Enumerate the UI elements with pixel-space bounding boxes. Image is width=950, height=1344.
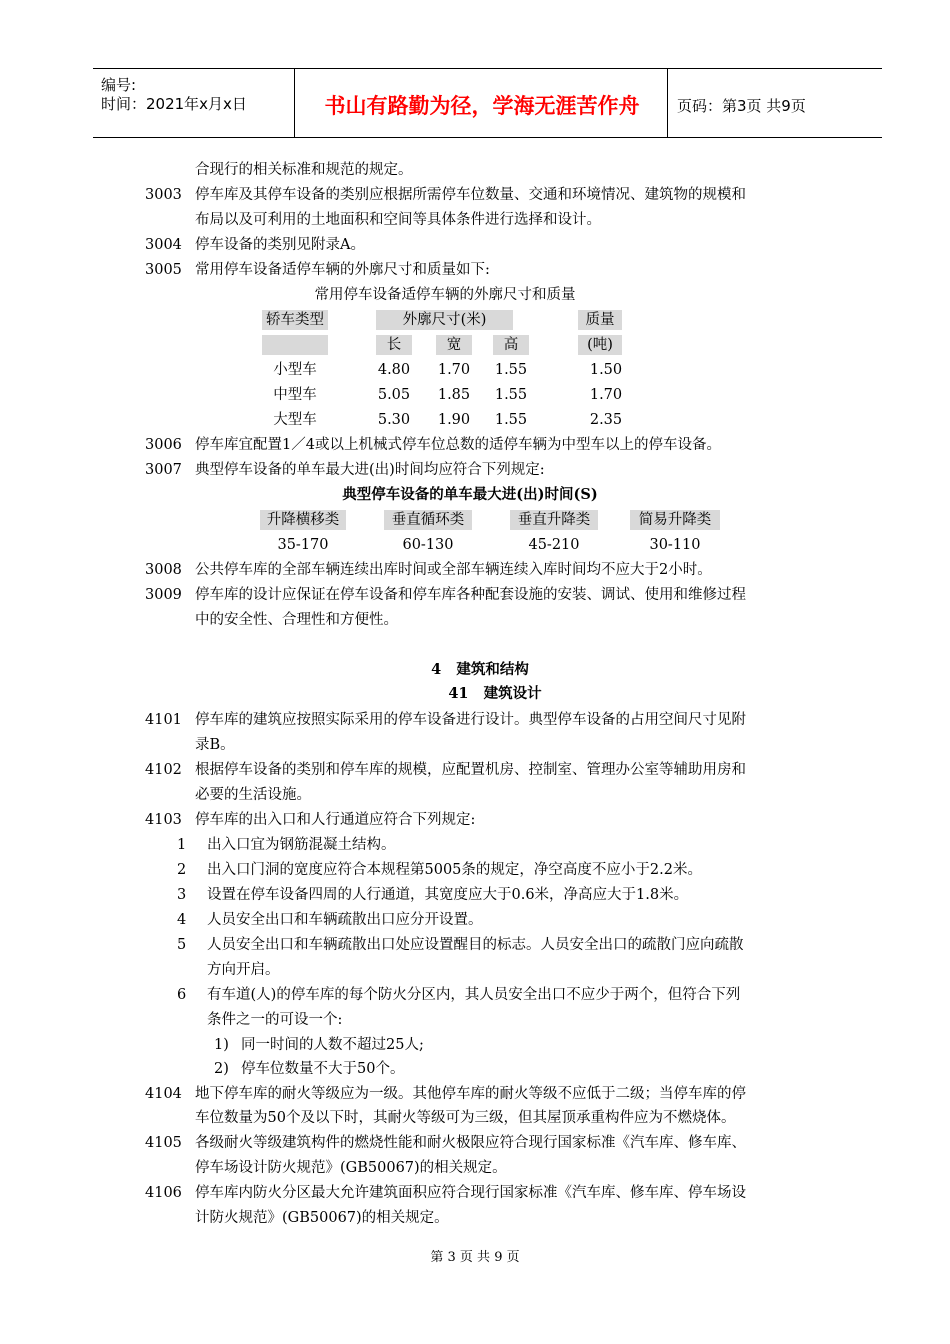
table-cell: 1.55 [494,362,528,378]
table-header-cell: (吨) [578,335,622,355]
document-number-label: 编号: [101,76,137,94]
paragraph-line: 根据停车设备的类别和停车库的规模，应配置机房、控制室、管理办公室等辅助用房和 [195,762,746,778]
clause-number: 3006 [145,437,182,453]
header-motto: 书山有路勤为径，学海无涯苦作舟 [324,94,640,118]
list-item-number: 1 [177,837,187,853]
table-cell: 1.55 [494,387,528,403]
paragraph-line: 各级耐火等级建筑构件的燃烧性能和耐火极限应符合现行国家标准《汽车库、修车库、 [195,1135,746,1151]
document-time-label: 时间：2021年x月x日 [101,95,247,113]
list-item-number: 5 [177,937,187,953]
sub-item-number: 1) [214,1037,229,1053]
page-indicator: 页码：第3页 共9页 [677,97,806,115]
table-cell: 4.80 [377,362,411,378]
clause-number: 4105 [145,1135,182,1151]
table-cell: 大型车 [273,412,317,428]
clause-number: 3005 [145,262,182,278]
table-title: 典型停车设备的单车最大进(出)时间(S) [342,486,598,503]
table-cell: 60-130 [402,537,454,553]
paragraph-line: 录B。 [195,737,235,753]
page-header [93,68,882,138]
table-cell: 2.35 [589,412,623,428]
table-cell: 1.70 [589,387,623,403]
paragraph-line: 停车库的建筑应按照实际采用的停车设备进行设计。典型停车设备的占用空间尺寸见附 [195,712,746,728]
table-cell: 小型车 [273,362,317,378]
list-item-number: 6 [177,987,187,1003]
clause-number: 3007 [145,462,182,478]
clause-number: 3009 [145,587,182,603]
paragraph-line: 停车库的出入口和人行通道应符合下列规定: [195,812,476,828]
list-item: 方向开启。 [207,962,280,978]
list-item: 设置在停车设备四周的人行通道，其宽度应大于0.6米，净高应大于1.8米。 [207,887,689,903]
list-item-number: 2 [177,862,187,878]
paragraph-line: 停车库内防火分区最大允许建筑面积应符合现行国家标准《汽车库、修车库、停车场设 [195,1185,746,1201]
clause-number: 3004 [145,237,182,253]
paragraph-line: 常用停车设备适停车辆的外廓尺寸和质量如下: [195,262,490,278]
paragraph-line: 地下停车库的耐火等级应为一级。其他停车库的耐火等级不应低于二级；当停车库的停 [195,1086,746,1102]
clause-number: 3008 [145,562,182,578]
paragraph-line: 停车库及其停车设备的类别应根据所需停车位数量、交通和环境情况、建筑物的规模和 [195,187,746,203]
paragraph-line: 公共停车库的全部车辆连续出库时间或全部车辆连续入库时间均不应大于2小时。 [195,562,712,578]
paragraph-line: 合现行的相关标准和规范的规定。 [195,162,413,178]
table-cell: 1.85 [437,387,471,403]
clause-number: 4101 [145,712,182,728]
table-cell: 1.50 [589,362,623,378]
table-cell: 5.30 [377,412,411,428]
clause-number: 4104 [145,1086,182,1102]
list-item-number: 4 [177,912,187,928]
sub-item: 同一时间的人数不超过25人; [241,1037,424,1053]
list-item: 人员安全出口和车辆疏散出口处应设置醒目的标志。人员安全出口的疏散门应向疏散 [207,937,744,953]
subsection-title: 41 建筑设计 [448,685,542,702]
paragraph-line: 布局以及可利用的土地面积和空间等具体条件进行选择和设计。 [195,212,601,228]
list-item-number: 3 [177,887,187,903]
table-header-cell: 垂直循环类 [384,510,472,530]
header-divider [294,69,295,137]
table-title: 常用停车设备适停车辆的外廓尺寸和质量 [314,287,576,303]
table-cell: 35-170 [277,537,329,553]
table-header-cell: 外廓尺寸(米) [376,310,513,330]
table-header-cell: 轿车类型 [262,310,328,330]
table-header-cell: 垂直升降类 [510,510,598,530]
table-cell: 中型车 [273,387,317,403]
list-item: 有车道(人)的停车库的每个防火分区内，其人员安全出口不应少于两个，但符合下列 [207,987,741,1003]
list-item: 条件之一的可设一个: [207,1012,343,1028]
table-header-cell: 简易升降类 [630,510,720,530]
table-cell: 1.70 [437,362,471,378]
paragraph-line: 典型停车设备的单车最大进(出)时间均应符合下列规定: [195,462,545,478]
list-item: 出入口门洞的宽度应符合本规程第5005条的规定，净空高度不应小于2.2米。 [207,862,702,878]
clause-number: 4106 [145,1185,182,1201]
clause-number: 4103 [145,812,182,828]
list-item: 人员安全出口和车辆疏散出口应分开设置。 [207,912,483,928]
table-cell: 1.90 [437,412,471,428]
table-header-cell: 高 [493,335,529,355]
paragraph-line: 计防火规范》(GB50067)的相关规定。 [195,1210,449,1226]
paragraph-line: 停车场设计防火规范》(GB50067)的相关规定。 [195,1160,507,1176]
paragraph-line: 停车设备的类别见附录A。 [195,237,365,253]
table-cell: 5.05 [377,387,411,403]
section-title: 4 建筑和结构 [431,661,529,678]
sub-item: 停车位数量不大于50个。 [241,1061,405,1077]
table-header-cell: 长 [376,335,412,355]
page-footer: 第 3 页 共 9 页 [430,1250,520,1265]
table-header-cell: 质量 [578,310,622,330]
table-header-cell: 宽 [436,335,472,355]
paragraph-line: 停车库的设计应保证在停车设备和停车库各种配套设施的安装、调试、使用和维修过程 [195,587,746,603]
clause-number: 3003 [145,187,182,203]
table-cell: 1.55 [494,412,528,428]
paragraph-line: 必要的生活设施。 [195,787,311,803]
table-header-cell [262,335,328,355]
sub-item-number: 2) [214,1061,229,1077]
table-cell: 45-210 [528,537,580,553]
table-header-cell: 升降横移类 [260,510,346,530]
paragraph-line: 车位数量为50个及以下时，其耐火等级可为三级，但其屋顶承重构件应为不燃烧体。 [195,1110,736,1126]
list-item: 出入口宜为钢筋混凝土结构。 [207,837,396,853]
table-cell: 30-110 [649,537,701,553]
paragraph-line: 中的安全性、合理性和方便性。 [195,612,398,628]
paragraph-line: 停车库宜配置1／4或以上机械式停车位总数的适停车辆为中型车以上的停车设备。 [195,437,721,453]
clause-number: 4102 [145,762,182,778]
